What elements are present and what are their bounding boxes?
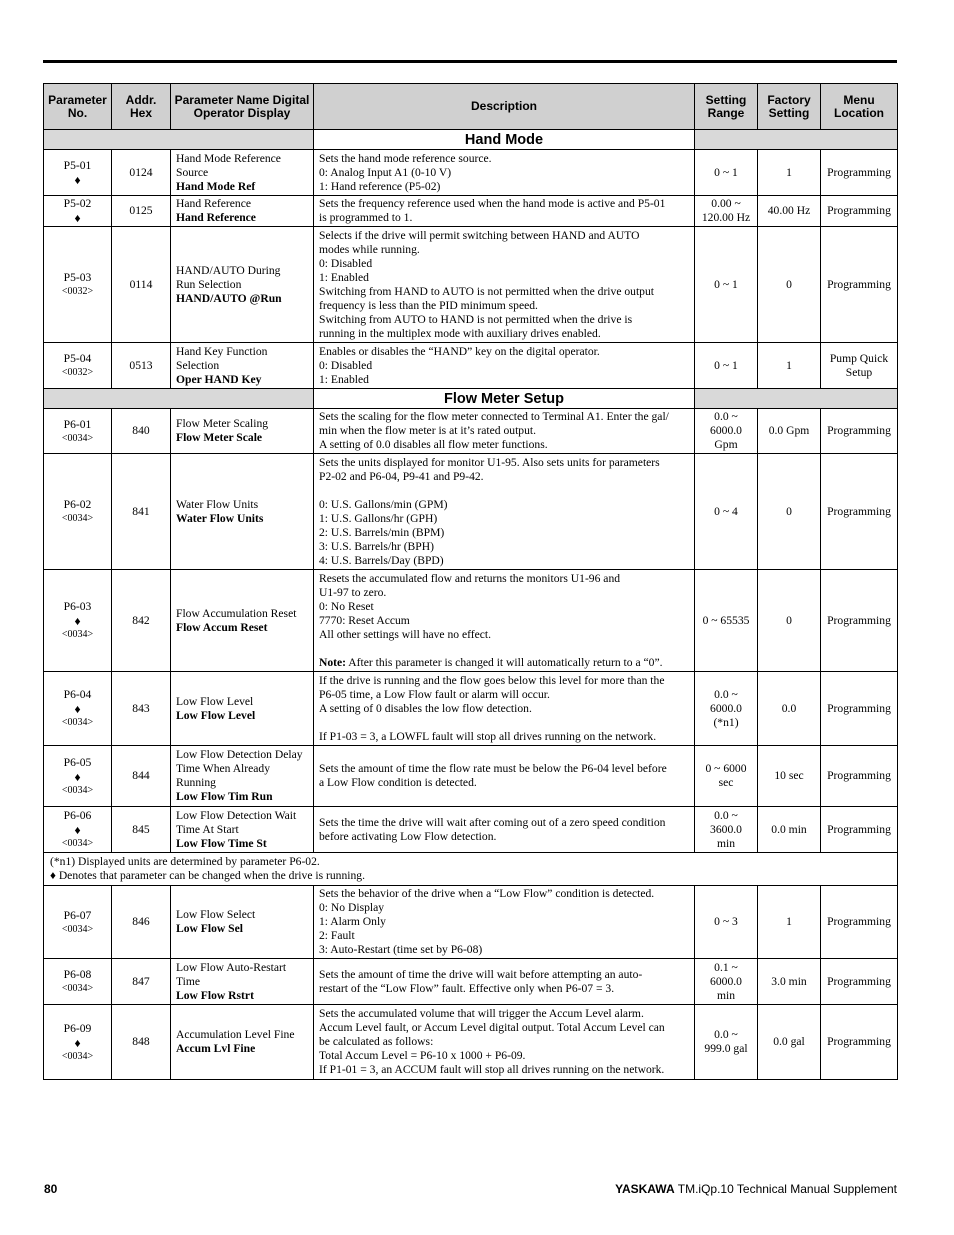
name-cell (171, 409, 314, 454)
factory-cell: 0 (758, 570, 821, 672)
range-cell: 0 ~ 65535 (695, 570, 758, 672)
description-cell (314, 454, 695, 570)
param-name-line: Time (176, 974, 201, 988)
description-line: Sets the scaling for the flow meter connected to Terminal A1. Enter the gal/ (319, 410, 669, 423)
description-line: If P1-03 = 3, a LOWFL fault will stop all drives running on the network. (319, 729, 657, 743)
table-row (44, 150, 898, 196)
range-cell: 0 ~ 1 (695, 227, 758, 343)
param-no-cell (44, 227, 112, 343)
name-cell (171, 672, 314, 746)
description-line: Sets the units displayed for monitor U1-95. Also sets units for parameters (319, 455, 660, 469)
description-line: Sets the hand mode reference source. (319, 151, 492, 165)
run-change-diamond-icon: ♦ (74, 823, 81, 837)
description-line: is programmed to 1. (319, 211, 413, 224)
description-cell (314, 746, 695, 807)
description-line: P6-05 time, a Low Flow fault or alarm will occur. (319, 687, 550, 701)
param-name-line: Hand Mode Reference (176, 151, 281, 165)
param-no-cell (44, 454, 112, 570)
factory-cell: 0 (758, 454, 821, 570)
description-line: Sets the behavior of the drive when a “Low Flow” condition is detected. (319, 887, 655, 900)
description-cell (314, 807, 695, 853)
menu-cell: Programming (821, 807, 898, 853)
menu-cell: Programming (821, 227, 898, 343)
param-code: <0034> (61, 1050, 94, 1062)
description-line (319, 642, 689, 656)
param-name-line: Accumulation Level Fine (176, 1028, 295, 1041)
param-name-line: Selection (176, 358, 220, 372)
factory-cell: 0.0 (758, 672, 821, 746)
section-blank (44, 130, 314, 150)
name-cell (171, 570, 314, 672)
header-param-no: Parameter No. (44, 84, 112, 130)
range-cell: 0.0 ~ 6000.0 Gpm (695, 409, 758, 454)
range-cell: 0.0 ~ 999.0 gal (695, 1005, 758, 1080)
description-cell (314, 409, 695, 454)
description-line: 1: Hand reference (P5-02) (319, 179, 441, 193)
description-line: restart of the “Low Flow” fault. Effective only when P6-07 = 3. (319, 981, 615, 995)
param-no-cell (44, 150, 112, 196)
description-line: P2-02 and P6-04, P9-41 and P9-42. (319, 469, 484, 483)
param-no-cell (44, 672, 112, 746)
page-number: 80 (44, 1182, 58, 1196)
param-no-cell (44, 886, 112, 959)
section-row (44, 130, 898, 150)
param-code: <0034> (61, 838, 94, 849)
param-no-cell (44, 1005, 112, 1080)
param-id: P6-01 (63, 417, 92, 431)
param-code: <0034> (61, 784, 94, 796)
description-line (319, 484, 689, 498)
description-line: 2: Fault (319, 929, 355, 942)
name-cell (171, 807, 314, 853)
range-cell: 0.1 ~ 6000.0 min (695, 959, 758, 1005)
table-row (44, 570, 898, 672)
menu-cell: Programming (821, 570, 898, 672)
section-blank (695, 130, 898, 150)
footer-brand: YASKAWA (615, 1182, 675, 1196)
operator-display: HAND/AUTO @Run (176, 291, 282, 305)
description-line: before activating Low Flow detection. (319, 829, 497, 843)
param-code: <0032> (61, 367, 94, 378)
table-row (44, 886, 898, 959)
description-cell (314, 196, 695, 227)
header-name: Parameter Name Digital Operator Display (171, 84, 314, 130)
menu-cell: Programming (821, 196, 898, 227)
description-line: Sets the amount of time the flow rate must be below the P6-04 level before (319, 762, 667, 775)
description-line: Selects if the drive will permit switching between HAND and AUTO (319, 228, 640, 242)
factory-cell: 0.0 Gpm (758, 409, 821, 454)
operator-display: Accum Lvl Fine (176, 1042, 256, 1055)
addr-cell: 0124 (112, 150, 171, 196)
run-change-diamond-icon: ♦ (74, 211, 81, 225)
operator-display: Flow Accum Reset (176, 620, 268, 634)
description-line: modes while running. (319, 242, 420, 256)
factory-cell: 40.00 Hz (758, 196, 821, 227)
description-line: 0: No Reset (319, 599, 374, 613)
description-line: A setting of 0 disables the low flow detection. (319, 701, 532, 715)
description-line: 1: Alarm Only (319, 915, 386, 928)
run-change-diamond-icon: ♦ (74, 769, 81, 784)
description-cell (314, 570, 695, 672)
section-title: Hand Mode (314, 130, 695, 150)
param-name-line: Low Flow Detection Wait (176, 808, 297, 822)
menu-cell: Programming (821, 409, 898, 454)
addr-cell: 845 (112, 807, 171, 853)
param-name-line: Time When Already (176, 762, 271, 775)
section-blank (44, 389, 314, 409)
name-cell (171, 1005, 314, 1080)
name-cell (171, 150, 314, 196)
param-id: P6-02 (63, 498, 92, 511)
range-cell: 0 ~ 3 (695, 886, 758, 959)
table-row (44, 1005, 898, 1080)
description-line: Resets the accumulated flow and returns the monitors U1-96 and (319, 571, 621, 585)
description-line: All other settings will have no effect. (319, 627, 492, 641)
operator-display: Low Flow Tim Run (176, 790, 273, 803)
header-range: Setting Range (695, 84, 758, 130)
top-rule (43, 60, 897, 63)
table-body (44, 130, 898, 1080)
section-title: Flow Meter Setup (314, 389, 695, 409)
description-cell (314, 150, 695, 196)
param-name-line: Hand Key Function (176, 344, 268, 358)
name-cell (171, 196, 314, 227)
menu-cell: Programming (821, 1005, 898, 1080)
param-id: P5-01 (63, 158, 92, 172)
description-line: 4: U.S. Barrels/Day (BPD) (319, 553, 444, 567)
param-code: <0032> (61, 286, 94, 297)
param-name-line: Flow Meter Scaling (176, 417, 269, 430)
factory-cell: 3.0 min (758, 959, 821, 1005)
description-line (319, 716, 689, 730)
table-row (44, 343, 898, 389)
param-name-line: Source (176, 165, 209, 179)
factory-cell: 0.0 gal (758, 1005, 821, 1080)
param-name-line: Time At Start (176, 822, 239, 836)
header-addr: Addr. Hex (112, 84, 171, 130)
description-line: 2: U.S. Barrels/min (BPM) (319, 525, 445, 539)
menu-cell: Pump Quick Setup (821, 343, 898, 389)
run-change-diamond-icon: ♦ (74, 702, 81, 716)
addr-cell: 842 (112, 570, 171, 672)
description-cell (314, 886, 695, 959)
name-cell (171, 886, 314, 959)
param-id: P6-03 (63, 600, 92, 613)
factory-cell: 10 sec (758, 746, 821, 807)
description-line: 0: Disabled (319, 256, 373, 270)
param-name-line: Hand Reference (176, 197, 251, 210)
param-no-cell (44, 343, 112, 389)
param-code: <0034> (61, 983, 94, 994)
param-code: <0034> (61, 513, 94, 524)
param-name-line: Low Flow Detection Delay (176, 748, 303, 761)
range-cell: 0 ~ 1 (695, 150, 758, 196)
addr-cell: 0513 (112, 343, 171, 389)
header-row (44, 84, 898, 130)
description-line: frequency is less than the PID minimum speed. (319, 298, 538, 312)
section-blank (695, 389, 898, 409)
range-cell: 0 ~ 1 (695, 343, 758, 389)
menu-cell: Programming (821, 150, 898, 196)
description-cell (314, 343, 695, 389)
description-line: A setting of 0.0 disables all flow meter functions. (319, 438, 548, 451)
addr-cell: 843 (112, 672, 171, 746)
description-cell (314, 959, 695, 1005)
note-text: After this parameter is changed it will automatically return to a “0”. (346, 655, 663, 669)
description-line: If P1-01 = 3, an ACCUM fault will stop all drives running on the network. (319, 1063, 665, 1076)
param-code: <0034> (61, 432, 94, 444)
description-line: U1-97 to zero. (319, 585, 387, 599)
name-cell (171, 343, 314, 389)
param-code: <0034> (61, 717, 94, 728)
description-line: Total Accum Level = P6-10 x 1000 + P6-09. (319, 1049, 526, 1062)
run-change-diamond-icon: ♦ (74, 172, 81, 187)
param-code: <0034> (61, 923, 94, 935)
range-cell: 0 ~ 6000 sec (695, 746, 758, 807)
description-line: min when the flow meter is at it’s rated output. (319, 424, 537, 437)
run-change-diamond-icon: ♦ (74, 1035, 81, 1050)
description-cell (314, 1005, 695, 1080)
menu-cell: Programming (821, 959, 898, 1005)
param-id: P6-07 (63, 908, 92, 922)
description-line: 0: No Display (319, 901, 385, 914)
operator-display: Water Flow Units (176, 511, 264, 525)
param-id: P6-04 (63, 688, 92, 701)
note-n1: (*n1) Displayed units are determined by parameter P6-02. (50, 855, 320, 868)
menu-cell: Programming (821, 672, 898, 746)
param-no-cell (44, 196, 112, 227)
table-row (44, 959, 898, 1005)
param-name-line: Low Flow Select (176, 908, 256, 921)
description-line: Switching from AUTO to HAND is not permitted when the drive is (319, 312, 633, 326)
description-cell (314, 227, 695, 343)
param-name-line: Low Flow Level (176, 694, 254, 708)
param-id: P5-03 (63, 271, 92, 284)
header-factory: Factory Setting (758, 84, 821, 130)
addr-cell: 0125 (112, 196, 171, 227)
description-line: 0: Disabled (319, 358, 373, 372)
table-row (44, 672, 898, 746)
header-description: Description (314, 84, 695, 130)
param-id: P5-02 (63, 197, 92, 210)
addr-cell: 0114 (112, 227, 171, 343)
description-line: be calculated as follows: (319, 1035, 434, 1048)
name-cell (171, 959, 314, 1005)
param-name-line: Running (176, 776, 216, 789)
addr-cell: 848 (112, 1005, 171, 1080)
name-cell (171, 227, 314, 343)
description-line: Accum Level fault, or Accum Level digital output. Total Accum Level can (319, 1021, 665, 1034)
operator-display: Oper HAND Key (176, 372, 262, 386)
param-no-cell (44, 807, 112, 853)
param-id: P6-09 (63, 1021, 92, 1035)
param-name-line: Water Flow Units (176, 497, 259, 511)
note-label: Note: (319, 655, 347, 669)
description-line: Enables or disables the “HAND” key on the digital operator. (319, 344, 600, 358)
description-line: Sets the accumulated volume that will trigger the Accum Level alarm. (319, 1007, 644, 1020)
name-cell (171, 746, 314, 807)
range-cell: 0 ~ 4 (695, 454, 758, 570)
description-line: 7770: Reset Accum (319, 613, 410, 627)
factory-cell: 1 (758, 150, 821, 196)
note-cell (44, 853, 898, 886)
param-no-cell (44, 959, 112, 1005)
table-row (44, 454, 898, 570)
footer-title (615, 1182, 897, 1196)
table-row (44, 409, 898, 454)
range-cell: 0.00 ~ 120.00 Hz (695, 196, 758, 227)
description-line: 1: Enabled (319, 270, 369, 284)
operator-display: Low Flow Rstrt (176, 988, 254, 1002)
header-menu: Menu Location (821, 84, 898, 130)
footer-doc-title: TM.iQp.10 Technical Manual Supplement (677, 1182, 897, 1196)
addr-cell: 840 (112, 409, 171, 454)
description-line: Sets the frequency reference used when the hand mode is active and P5-01 (319, 197, 666, 210)
description-line: 1: Enabled (319, 372, 369, 386)
operator-display: Low Flow Sel (176, 922, 243, 935)
param-id: P6-05 (63, 755, 92, 769)
description-cell (314, 672, 695, 746)
table-row (44, 227, 898, 343)
factory-cell: 0 (758, 227, 821, 343)
description-line: Sets the time the drive will wait after coming out of a zero speed condition (319, 815, 666, 829)
param-no-cell (44, 409, 112, 454)
factory-cell: 0.0 min (758, 807, 821, 853)
addr-cell: 847 (112, 959, 171, 1005)
param-no-cell (44, 570, 112, 672)
param-id: P5-04 (63, 352, 92, 365)
table-row (44, 746, 898, 807)
factory-cell: 1 (758, 343, 821, 389)
description-line: Sets the amount of time the drive will wait before attempting an auto- (319, 967, 643, 981)
range-cell: 0.0 ~ 6000.0 (*n1) (695, 672, 758, 746)
param-name-line: Run Selection (176, 277, 242, 291)
parameter-table (43, 83, 898, 1080)
addr-cell: 846 (112, 886, 171, 959)
description-line: 0: Analog Input A1 (0-10 V) (319, 165, 452, 179)
description-line: 3: U.S. Barrels/hr (BPH) (319, 539, 434, 553)
menu-cell: Programming (821, 746, 898, 807)
description-line: 0: U.S. Gallons/min (GPM) (319, 497, 448, 511)
operator-display: Hand Mode Ref (176, 179, 256, 193)
description-line: a Low Flow condition is detected. (319, 776, 477, 789)
operator-display: Low Flow Time St (176, 836, 267, 850)
note-row (44, 853, 898, 886)
operator-display: Flow Meter Scale (176, 431, 263, 444)
run-change-diamond-icon: ♦ (74, 614, 81, 628)
param-name-line: Low Flow Auto-Restart (176, 960, 287, 974)
param-no-cell (44, 746, 112, 807)
param-id: P6-06 (63, 809, 92, 822)
description-line: If the drive is running and the flow goes below this level for more than the (319, 673, 665, 687)
table-row (44, 807, 898, 853)
note-diamond: ♦ Denotes that parameter can be changed when the drive is running. (50, 869, 365, 882)
addr-cell: 841 (112, 454, 171, 570)
param-name-line: Flow Accumulation Reset (176, 606, 297, 620)
description-line: 3: Auto-Restart (time set by P6-08) (319, 943, 483, 956)
description-line: 1: U.S. Gallons/hr (GPH) (319, 511, 438, 525)
range-cell: 0.0 ~ 3600.0 min (695, 807, 758, 853)
menu-cell: Programming (821, 886, 898, 959)
description-line: running in the multiplex mode with auxiliary drives enabled. (319, 326, 601, 340)
addr-cell: 844 (112, 746, 171, 807)
description-line: Switching from HAND to AUTO is not permitted when the drive output (319, 284, 655, 298)
description-note (319, 656, 689, 670)
param-code: <0034> (61, 629, 94, 640)
menu-cell: Programming (821, 454, 898, 570)
name-cell (171, 454, 314, 570)
table-row (44, 196, 898, 227)
factory-cell: 1 (758, 886, 821, 959)
operator-display: Low Flow Level (176, 708, 256, 722)
operator-display: Hand Reference (176, 211, 256, 224)
param-id: P6-08 (63, 968, 92, 981)
param-name-line: HAND/AUTO During (176, 263, 281, 277)
section-row (44, 389, 898, 409)
